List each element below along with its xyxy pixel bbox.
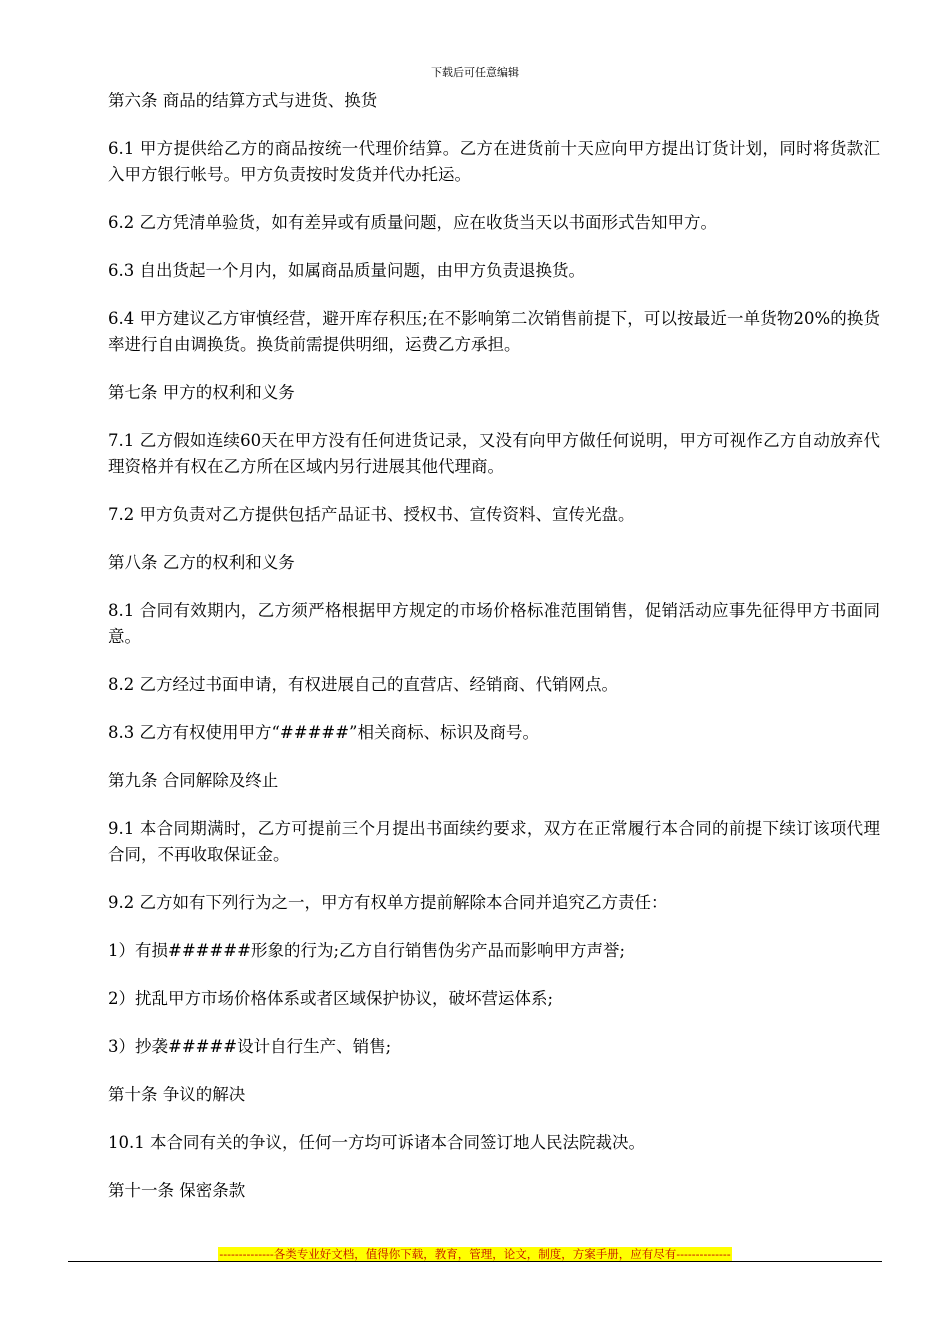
clause-6-4: 6.4 甲方建议乙方审慎经营，避开库存积压;在不影响第二次销售前提下，可以按最近一单货物20%的换货率进行自由调换货。换货前需提供明细，运费乙方承担。 <box>108 309 880 354</box>
footer-banner <box>0 1243 950 1262</box>
clause-7-1: 7.1 乙方假如连续60天在甲方没有任何进货记录，又没有向甲方做任何说明，甲方可视作乙方自动放弃代理资格并有权在乙方所在区域内另行进展其他代理商。 <box>108 431 880 476</box>
section-heading-6: 第六条 商品的结算方式与进货、换货 <box>108 91 378 110</box>
section-heading-11: 第十一条 保密条款 <box>108 1181 246 1200</box>
clause-10-1: 10.1 本合同有关的争议，任何一方均可诉诸本合同签订地人民法院裁决。 <box>108 1133 645 1152</box>
clause-8-2: 8.2 乙方经过书面申请，有权进展自己的直营店、经销商、代销网点。 <box>108 675 618 694</box>
clause-6-2: 6.2 乙方凭清单验货，如有差异或有质量问题，应在收货当天以书面形式告知甲方。 <box>108 213 717 232</box>
clause-8-3: 8.3 乙方有权使用甲方“#####”相关商标、标识及商号。 <box>108 723 539 742</box>
clause-6-3: 6.3 自出货起一个月内，如属商品质量问题，由甲方负责退换货。 <box>108 261 585 280</box>
section-heading-9: 第九条 合同解除及终止 <box>108 771 279 790</box>
clause-8-1: 8.1 合同有效期内，乙方须严格根据甲方规定的市场价格标准范围销售，促销活动应事先征得甲方书面同意。 <box>108 601 880 646</box>
section-heading-8: 第八条 乙方的权利和义务 <box>108 553 295 572</box>
clause-9-2: 9.2 乙方如有下列行为之一，甲方有权单方提前解除本合同并追究乙方责任： <box>108 893 668 912</box>
list-item-2: 2）扰乱甲方市场价格体系或者区域保护协议，破坏营运体系; <box>108 989 554 1008</box>
list-item-1: 1）有损######形象的行为;乙方自行销售伪劣产品而影响甲方声誉; <box>108 941 626 960</box>
clause-9-1: 9.1 本合同期满时，乙方可提前三个月提出书面续约要求，双方在正常履行本合同的前提下续订该项代理合同，不再收取保证金。 <box>108 819 880 864</box>
section-heading-10: 第十条 争议的解决 <box>108 1085 246 1104</box>
document-body <box>108 88 880 1226</box>
clause-6-1: 6.1 甲方提供给乙方的商品按统一代理价结算。乙方在进货前十天应向甲方提出订货计划，同时将货款汇入甲方银行帐号。甲方负责按时发货并代办托运。 <box>108 139 880 184</box>
list-item-3: 3）抄袭#####设计自行生产、销售; <box>108 1037 392 1056</box>
clause-7-2: 7.2 甲方负责对乙方提供包括产品证书、授权书、宣传资料、宣传光盘。 <box>108 505 635 524</box>
footer-banner-text: --------------各类专业好文档，值得你下载，教育，管理，论文，制度，方案手册，应有尽有-------------- <box>219 1247 731 1261</box>
section-heading-7: 第七条 甲方的权利和义务 <box>108 383 295 402</box>
header-note: 下载后可任意编辑 <box>431 66 519 79</box>
footer-divider <box>68 1261 882 1262</box>
